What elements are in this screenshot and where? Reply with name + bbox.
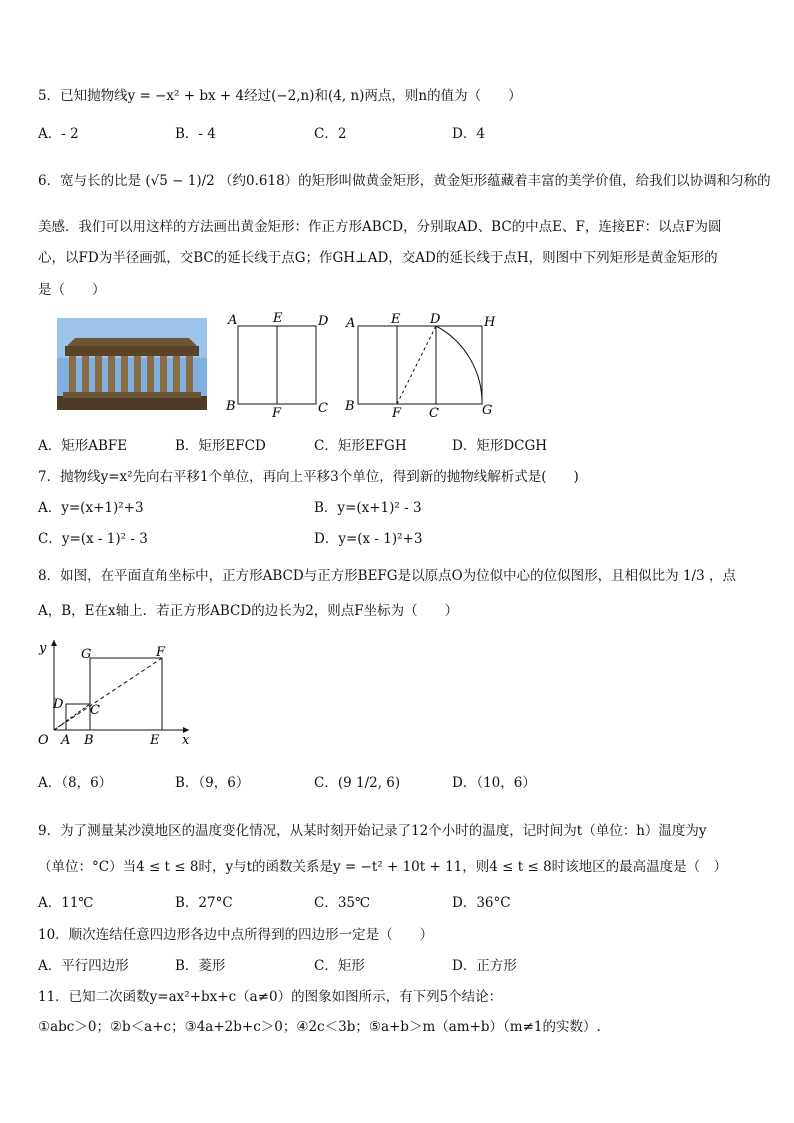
label-F: F (156, 645, 166, 660)
q6-option-d: D．矩形DCGH (452, 438, 548, 454)
label-E: E (273, 311, 283, 326)
label-O: O (38, 733, 49, 748)
q6-option-c: C．矩形EFGH (314, 438, 407, 454)
q5-option-a: A．- 2 (38, 126, 79, 142)
q7-stem: 7．抛物线y=x²先向右平移1个单位，再向上平移3个单位，得到新的抛物线解析式是( ) (38, 469, 579, 485)
q7-option-c: C．y=(x - 1)² - 3 (38, 531, 148, 547)
label-G: G (482, 403, 493, 418)
q6-option-b: B．矩形EFCD (175, 438, 266, 454)
q10-option-b: B．菱形 (175, 958, 226, 974)
q8-option-d: D．（10，6） (452, 775, 536, 791)
q8-option-a: A．（8，6） (38, 775, 113, 791)
label-G: G (81, 647, 92, 662)
label-A: A (61, 733, 71, 748)
q10-stem: 10．顺次连结任意四边形各边中点所得到的四边形一定是（ ） (38, 927, 434, 943)
label-B: B (226, 399, 236, 414)
q6-figure-golden-rectangle (342, 308, 502, 420)
q6-figure-square (222, 308, 342, 420)
q6-stem-line1: 6．宽与长的比是 (√5 − 1)/2 （约0.618）的矩形叫做黄金矩形，黄金矩形蕴藏着丰富的美学价值，给我们以协调和匀称的 (38, 173, 771, 189)
label-E: E (150, 733, 160, 748)
q9-option-c: C．35℃ (314, 895, 371, 911)
label-B: B (84, 733, 94, 748)
q8-stem-line1: 8．如图，在平面直角坐标中，正方形ABCD与正方形BEFG是以原点O为位似中心的位似图形，且相似比为 1/3 ，点 (38, 568, 736, 584)
q10-option-a: A．平行四边形 (38, 958, 129, 974)
label-F: F (272, 406, 282, 420)
label-x: x (182, 733, 190, 748)
q5-stem: 5．已知抛物线y = −x² + bx + 4经过(−2,n)和(4, n)两点，则n的值为（ ） (38, 88, 522, 104)
q8-stem-line2: A，B，E在x轴上．若正方形ABCD的边长为2，则点F坐标为（ ） (38, 603, 459, 619)
label-y: y (39, 641, 47, 656)
parthenon-photo (57, 318, 207, 410)
q11-stem-line1: 11．已知二次函数y=ax²+bx+c（a≠0）的图象如图所示，有下列5个结论： (38, 989, 503, 1005)
q6-option-a: A．矩形ABFE (38, 438, 128, 454)
label-A: A (346, 316, 356, 331)
q10-option-d: D．正方形 (452, 958, 517, 974)
q8-option-c: C．(9 1/2, 6) (314, 775, 401, 791)
q9-option-b: B．27°C (175, 895, 233, 911)
q6-stem-line4: 是（ ） (38, 282, 106, 298)
label-D: D (53, 697, 64, 712)
q9-stem-line1: 9．为了测量某沙漠地区的温度变化情况，从某时刻开始记录了12个小时的温度，记时间为t（单位：h）温度为y (38, 823, 707, 839)
q6-stem-line2: 美感．我们可以用这样的方法画出黄金矩形：作正方形ABCD，分别取AD、BC的中点E、F，连接EF：以点F为圆 (38, 219, 722, 235)
q9-stem-line2: （单位：°C）当4 ≤ t ≤ 8时，y与t的函数关系是y = −t² + 10t + 11，则4 ≤ t ≤ 8时该地区的最高温度是（ ） (38, 859, 728, 875)
q6-stem-line3: 心，以FD为半径画弧，交BC的延长线于点G；作GH⊥AD，交AD的延长线于点H，则图中下列矩形是黄金矩形的 (38, 250, 718, 266)
label-D: D (430, 312, 441, 327)
label-C: C (90, 703, 100, 718)
q9-option-a: A．11℃ (38, 895, 94, 911)
q11-stem-line2: ①abc＞0；②b＜a+c；③4a+2b+c＞0；④2c＜3b；⑤a+b＞m（am+b）（m≠1的实数）. (38, 1019, 601, 1035)
label-C: C (318, 401, 328, 416)
label-H: H (484, 315, 496, 330)
label-E: E (391, 312, 401, 327)
label-B: B (345, 399, 355, 414)
label-C: C (429, 406, 439, 420)
q10-option-c: C．矩形 (314, 958, 365, 974)
q9-option-d: D．36°C (452, 895, 511, 911)
label-A: A (228, 313, 238, 328)
q8-option-b: B．（9，6） (175, 775, 250, 791)
label-D: D (318, 314, 329, 329)
q7-option-a: A．y=(x+1)²+3 (38, 500, 144, 516)
q7-option-b: B．y=(x+1)² - 3 (314, 500, 422, 516)
label-F: F (392, 406, 402, 420)
q8-figure-coordinate (34, 636, 194, 748)
q7-option-d: D．y=(x - 1)²+3 (314, 531, 423, 547)
q5-option-b: B．- 4 (175, 126, 216, 142)
q5-option-c: C．2 (314, 126, 347, 142)
q5-option-d: D．4 (452, 126, 485, 142)
